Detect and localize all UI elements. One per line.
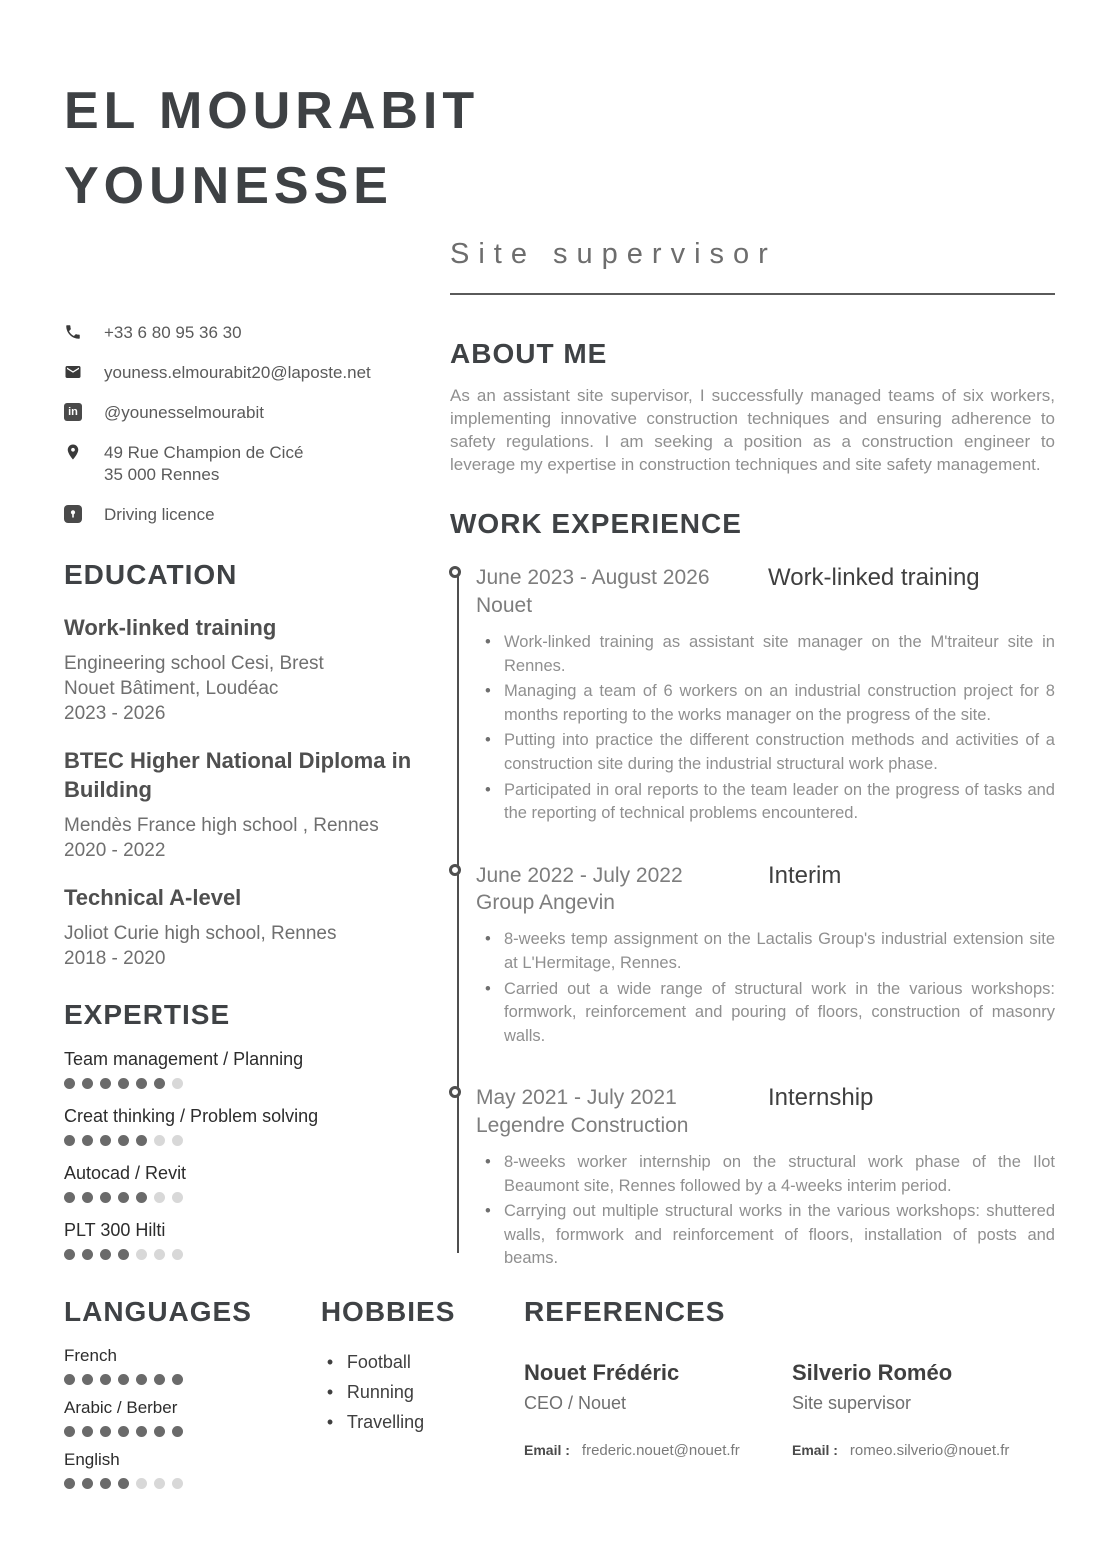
rating-dot (100, 1249, 111, 1260)
phone-icon (64, 323, 82, 341)
skill-item (64, 1106, 420, 1146)
rating-dot (172, 1426, 183, 1437)
rating-dot (154, 1374, 165, 1385)
job-bullet: • Carrying out multiple structural works in the various workshops: shuttered walls, formwork and reinforcement of floors, installation of posts and beams. (476, 1200, 1055, 1271)
rating-dot (154, 1426, 165, 1437)
skill-label: Autocad / Revit (64, 1163, 187, 1184)
rating-dot (82, 1478, 93, 1489)
reference-email-row (792, 1442, 1060, 1459)
language-rating (64, 1374, 321, 1385)
job-type: Internship (768, 1084, 874, 1112)
education-school: Mendès France high school , Rennes (64, 814, 379, 836)
reference-role: Site supervisor (792, 1393, 912, 1413)
job-bullet: • Putting into practice the different construction methods and activities of a construction site during the industrial structural work phase. (476, 729, 1055, 776)
education-dates: 2023 - 2026 (64, 702, 166, 724)
rating-dot (136, 1426, 147, 1437)
job-entry (476, 1084, 1055, 1271)
job-entry (476, 564, 1055, 825)
email-icon (64, 363, 82, 381)
references-heading: REFERENCES (524, 1296, 726, 1327)
rating-dot (172, 1078, 183, 1089)
rating-dot (136, 1135, 147, 1146)
rating-dot (118, 1078, 129, 1089)
language-rating (64, 1426, 321, 1437)
job-bullet-list (476, 928, 1055, 1048)
rating-dot (136, 1374, 147, 1385)
job-bullet-list (476, 1151, 1055, 1271)
rating-dot (118, 1249, 129, 1260)
skill-item (64, 1163, 420, 1203)
job-title-block (450, 238, 1055, 295)
language-item (64, 1398, 321, 1437)
rating-dot (136, 1249, 147, 1260)
rating-dot (154, 1135, 165, 1146)
job-type: Work-linked training (768, 564, 980, 592)
job-type: Interim (768, 861, 842, 889)
education-degree: BTEC Higher National Diploma in Building (64, 747, 412, 802)
rating-dot (100, 1478, 111, 1489)
reference-people (524, 1360, 1060, 1459)
education-degree: Technical A-level (64, 885, 242, 911)
location-icon (64, 443, 82, 461)
address-line-1: 49 Rue Champion de Cicé (104, 443, 304, 463)
person-name (64, 74, 479, 224)
rating-dot (136, 1192, 147, 1203)
work-timeline (450, 564, 1055, 1270)
rating-dot (82, 1192, 93, 1203)
reference-person (524, 1360, 792, 1459)
skill-label: Creat thinking / Problem solving (64, 1106, 319, 1127)
rating-dot (82, 1135, 93, 1146)
about-heading: ABOUT ME (450, 338, 608, 369)
rating-dot (82, 1078, 93, 1089)
job-header (476, 1084, 1055, 1139)
rating-dot (136, 1078, 147, 1089)
skill-item (64, 1049, 420, 1089)
language-item (64, 1346, 321, 1385)
reference-email: romeo.silverio@nouet.fr (849, 1442, 1010, 1459)
linkedin-glyph: in (64, 403, 82, 421)
education-item (64, 883, 420, 971)
name-line-1: EL MOURABIT (64, 82, 480, 140)
rating-dot (118, 1426, 129, 1437)
languages-section (64, 1296, 321, 1502)
skill-rating (64, 1192, 420, 1203)
languages-heading: LANGUAGES (64, 1296, 252, 1327)
job-company: Nouet (476, 593, 533, 617)
rating-dot (172, 1135, 183, 1146)
language-label: Arabic / Berber (64, 1398, 178, 1417)
right-column (450, 338, 1055, 1273)
reference-role: CEO / Nouet (524, 1393, 627, 1413)
skill-label: PLT 300 Hilti (64, 1220, 166, 1241)
rating-dot (136, 1478, 147, 1489)
language-item (64, 1450, 321, 1489)
education-heading: EDUCATION (64, 558, 238, 590)
job-bullet: • Participated in oral reports to the team leader on the progress of tasks and the reporting of technical problems encountered. (476, 779, 1055, 826)
rating-dot (118, 1135, 129, 1146)
rating-dot (82, 1249, 93, 1260)
bottom-row (64, 1296, 1060, 1502)
education-school: Joliot Curie high school, Rennes (64, 923, 337, 945)
reference-email-label: Email : (524, 1442, 570, 1458)
job-bullet-list (476, 631, 1055, 826)
education-dates: 2018 - 2020 (64, 948, 166, 970)
rating-dot (100, 1192, 111, 1203)
contact-driving-row (64, 504, 420, 526)
rating-dot (172, 1192, 183, 1203)
language-rating (64, 1478, 321, 1489)
title-divider (450, 293, 1055, 295)
job-bullet: • Carried out a wide range of structural work in the various workshops: formwork, reinforcement and pouring of floors, construction of masonry walls. (476, 978, 1055, 1049)
job-dates: June 2022 - July 2022 (476, 863, 683, 887)
rating-dot (172, 1374, 183, 1385)
driving-licence-label: Driving licence (104, 505, 215, 525)
rating-dot (64, 1426, 75, 1437)
expertise-heading: EXPERTISE (64, 999, 231, 1031)
linkedin-icon (64, 403, 82, 421)
skill-rating (64, 1249, 420, 1260)
rating-dot (64, 1135, 75, 1146)
job-bullet: • Managing a team of 6 workers on an industrial construction project for 8 months reporting to the works manager on the progress of the site. (476, 680, 1055, 727)
rating-dot (64, 1078, 75, 1089)
work-experience-heading: WORK EXPERIENCE (450, 508, 742, 540)
reference-name: Silverio Roméo (792, 1360, 953, 1385)
linkedin-handle: @younesselmourabit (104, 403, 264, 423)
reference-name: Nouet Frédéric (524, 1360, 680, 1385)
references-section (524, 1296, 1060, 1502)
hobbies-heading: HOBBIES (320, 1296, 456, 1327)
job-header (476, 564, 1055, 619)
rating-dot (64, 1478, 75, 1489)
language-label: French (64, 1346, 117, 1365)
reference-email: frederic.nouet@nouet.fr (581, 1442, 740, 1459)
timeline-marker-icon (449, 1086, 461, 1098)
phone-number: +33 6 80 95 36 30 (104, 323, 242, 342)
rating-dot (118, 1374, 129, 1385)
rating-dot (82, 1426, 93, 1437)
job-bullet: • 8-weeks temp assignment on the Lactalis Group's industrial extension site at L'Hermitage, Rennes. (476, 928, 1055, 975)
name-line-2: YOUNESSE (64, 156, 393, 215)
rating-dot (64, 1192, 75, 1203)
rating-dot (100, 1374, 111, 1385)
hobby-item: • Running (321, 1382, 524, 1403)
skill-label: Team management / Planning (64, 1049, 304, 1070)
timeline-marker-icon (449, 566, 461, 578)
hobby-item: • Travelling (321, 1412, 524, 1433)
skill-item (64, 1220, 420, 1260)
rating-dot (118, 1192, 129, 1203)
skill-rating (64, 1078, 420, 1089)
address-line-2: 35 000 Rennes (104, 465, 220, 485)
education-degree: Work-linked training (64, 614, 277, 640)
education-item (64, 613, 420, 726)
reference-email-row (524, 1442, 792, 1459)
education-school: Engineering school Cesi, Brest (64, 652, 324, 674)
page-title: Site supervisor (450, 238, 777, 270)
reference-person (792, 1360, 1060, 1459)
rating-dot (154, 1249, 165, 1260)
skill-rating (64, 1135, 420, 1146)
language-label: English (64, 1450, 120, 1469)
rating-dot (118, 1478, 129, 1489)
education-item (64, 746, 420, 863)
rating-dot (172, 1478, 183, 1489)
rating-dot (154, 1192, 165, 1203)
driving-licence-icon (64, 505, 82, 523)
timeline-marker-icon (449, 864, 461, 876)
rating-dot (64, 1374, 75, 1385)
contact-phone-row (64, 322, 420, 344)
education-dates: 2020 - 2022 (64, 839, 166, 861)
job-dates: June 2023 - August 2026 (476, 566, 710, 590)
rating-dot (100, 1078, 111, 1089)
contact-address-row (64, 442, 420, 486)
left-column (64, 322, 420, 1277)
job-dates: May 2021 - July 2021 (476, 1086, 677, 1110)
job-header (476, 862, 1055, 917)
education-school: Nouet Bâtiment, Loudéac (64, 677, 279, 699)
rating-dot (100, 1426, 111, 1437)
contact-email-row (64, 362, 420, 384)
job-bullet: • 8-weeks worker internship on the structural work phase of the Ilot Beaumont site, Rennes followed by a 4-weeks interim period. (476, 1151, 1055, 1198)
hobby-item: • Football (321, 1352, 524, 1373)
job-company: Legendre Construction (476, 1113, 689, 1137)
hobby-list (321, 1352, 524, 1433)
about-text: As an assistant site supervisor, I successfully managed teams of six workers, implementing innovative construction techniques and ensuring adherence to safety regulations. I am seeking a position as a construction engineer to leverage my expertise in construction techniques and site safety management. (450, 386, 1055, 475)
hobbies-section (321, 1296, 524, 1502)
job-bullet: • Work-linked training as assistant site manager on the M'traiteur site in Rennes. (476, 631, 1055, 678)
rating-dot (172, 1249, 183, 1260)
rating-dot (64, 1249, 75, 1260)
rating-dot (154, 1078, 165, 1089)
address (104, 442, 303, 486)
email-address: youness.elmourabit20@laposte.net (104, 363, 371, 383)
contact-linkedin-row (64, 402, 420, 424)
job-entry (476, 862, 1055, 1049)
reference-email-label: Email : (792, 1442, 838, 1458)
rating-dot (82, 1374, 93, 1385)
job-company: Group Angevin (476, 891, 615, 915)
rating-dot (154, 1478, 165, 1489)
rating-dot (100, 1135, 111, 1146)
